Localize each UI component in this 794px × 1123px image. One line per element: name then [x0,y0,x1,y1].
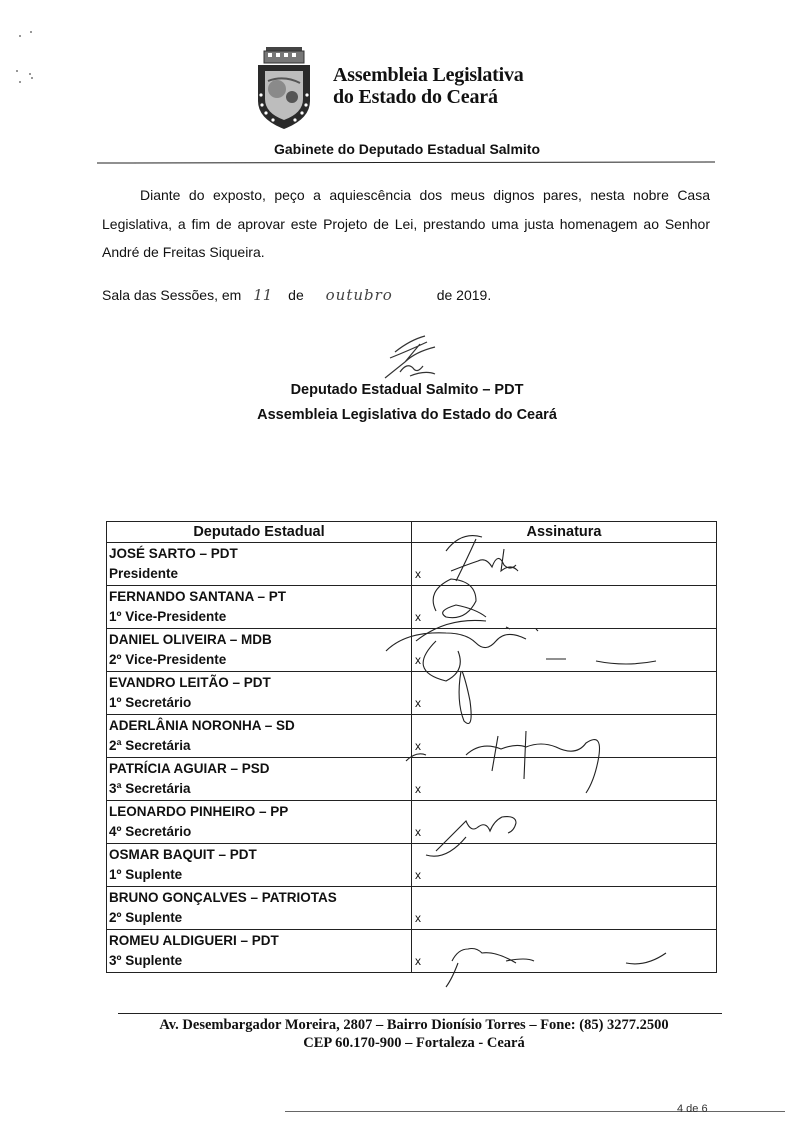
deputy-name: PATRÍCIA AGUIAR – PSD [109,761,270,776]
institution-name [333,64,524,108]
table-row [107,758,717,801]
institution-line-2: do Estado do Ceará [333,86,498,108]
deputy-cell [107,629,412,672]
deputy-cell [107,715,412,758]
date-month-handwritten: outubro [325,286,393,304]
deputy-role: 4º Secretário [109,824,192,839]
table-row [107,586,717,629]
deputy-role: 3º Suplente [109,953,183,968]
date-prefix: Sala das Sessões, em [102,287,242,303]
scan-speck [30,31,32,33]
scan-speck [19,35,21,37]
signature-cell [412,629,717,672]
table-row [107,930,717,973]
deputy-cell [107,758,412,801]
cabinet-title: Gabinete do Deputado Estadual Salmito [273,141,541,157]
deputy-name: ROMEU ALDIGUERI – PDT [109,933,279,948]
signature-cell [412,844,717,887]
deputy-role: 2ª Secretária [109,738,191,753]
signature-cell [412,930,717,973]
signature-mark: x [415,739,421,753]
header-divider [97,161,715,163]
signature-cell [412,758,717,801]
table-row [107,629,717,672]
table-row [107,844,717,887]
scan-speck [29,73,31,75]
signature-table [106,521,717,973]
justification-paragraph [102,181,710,267]
signature-cell [412,672,717,715]
header-assinatura: Assinatura [412,522,717,543]
deputy-name: FERNANDO SANTANA – PT [109,589,287,604]
signatory-institution: Assembleia Legislativa do Estado do Ceará [257,407,557,423]
signature-cell [412,543,717,586]
deputy-cell [107,887,412,930]
session-date-line [102,286,491,304]
table-header-row [107,522,717,543]
deputy-role: 1º Suplente [109,867,183,882]
deputy-role: 2º Suplente [109,910,183,925]
signature-mark: x [415,696,421,710]
signature-mark: x [415,911,421,925]
footer-address [0,1016,794,1052]
signature-cell [412,586,717,629]
author-signature [365,332,455,382]
header-deputado: Deputado Estadual [107,522,412,543]
signature-mark: x [415,782,421,796]
deputy-name: LEONARDO PINHEIRO – PP [109,804,289,819]
signatory-name: Deputado Estadual Salmito – PDT [290,382,524,398]
deputy-role: 2º Vice-Presidente [109,652,227,667]
coat-of-arms-seal-icon [254,45,314,133]
deputy-name: JOSÉ SARTO – PDT [109,546,238,561]
date-de: de [288,287,304,303]
footer-divider [118,1013,722,1014]
table-row [107,543,717,586]
date-suffix: de 2019. [436,287,492,303]
deputy-cell [107,543,412,586]
deputy-role: 1º Secretário [109,695,192,710]
scan-speck [16,70,18,72]
signature-cell [412,887,717,930]
table-row [107,715,717,758]
signature-mark: x [415,954,421,968]
deputy-name: EVANDRO LEITÃO – PDT [109,675,271,690]
deputy-cell [107,586,412,629]
scan-speck [19,81,21,83]
signature-mark: x [415,610,421,624]
deputy-name: BRUNO GONÇALVES – PATRIOTAS [109,890,337,905]
signature-mark: x [415,567,421,581]
deputy-name: OSMAR BAQUIT – PDT [109,847,257,862]
signature-cell [412,801,717,844]
deputy-name: DANIEL OLIVEIRA – MDB [109,632,272,647]
signature-cell [412,715,717,758]
scan-speck [31,77,33,79]
deputy-cell [107,844,412,887]
deputy-cell [107,930,412,973]
address-line-2: CEP 60.170-900 – Fortaleza - Ceará [303,1035,525,1051]
deputy-role: Presidente [109,566,179,581]
deputy-cell [107,672,412,715]
address-line-1: Av. Desembargador Moreira, 2807 – Bairro Dionísio Torres – Fone: (85) 3277.2500 [159,1017,669,1033]
date-day-handwritten: 11 [253,286,273,304]
deputy-role: 3ª Secretária [109,781,191,796]
signature-mark: x [415,825,421,839]
deputy-role: 1º Vice-Presidente [109,609,227,624]
signature-mark: x [415,868,421,882]
page-number: 4 de 6 [677,1103,708,1115]
table-row [107,801,717,844]
deputy-name: ADERLÂNIA NORONHA – SD [109,718,295,733]
table-row [107,887,717,930]
page-bottom-rule [285,1111,785,1112]
signature-mark: x [415,653,421,667]
institution-line-1: Assembleia Legislativa [333,64,524,86]
paragraph-text: Diante do exposto, peço a aquiescência dos meus dignos pares, nesta nobre Casa Legislativa, a fim de aprovar este Projeto de Lei, prestando uma justa homenagem ao Senhor André de Freitas Siqueira. [102,187,710,260]
table-row [107,672,717,715]
deputy-cell [107,801,412,844]
